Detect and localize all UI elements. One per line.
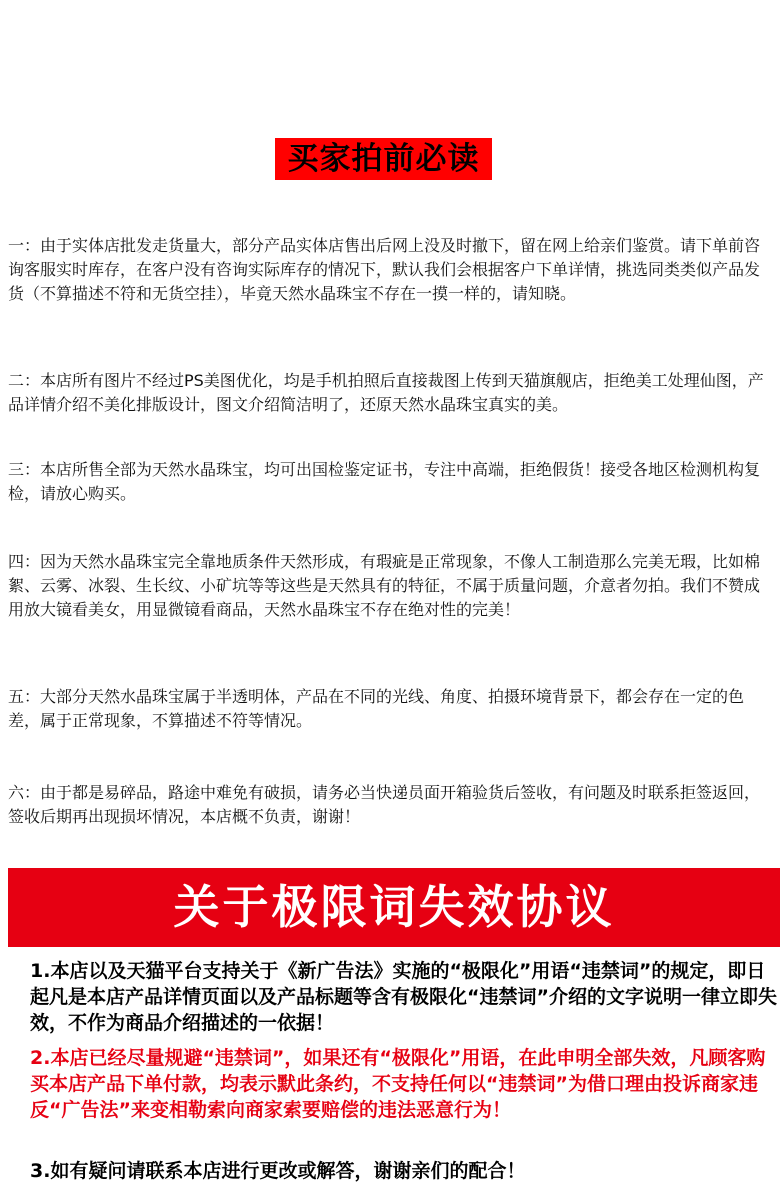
notice-3: 三：本店所售全部为天然水晶珠宝，均可出国检鉴定证书，专注中高端，拒绝假货！接受各地区检测机构复检，请放心购买。: [8, 460, 761, 503]
agreement-banner: 关于极限词失效协议: [8, 868, 780, 947]
notice-2: 二：本店所有图片不经过PS美图优化，均是手机拍照后直接裁图上传到天猫旗舰店，拒绝美工处理仙图，产品详情介绍不美化排版设计，图文介绍简洁明了，还原天然水晶珠宝真实的美。: [8, 371, 764, 414]
notice-1: 一：由于实体店批发走货量大，部分产品实体店售出后网上没及时撤下，留在网上给亲们鉴赏。请下单前咨询客服实时库存，在客户没有咨询实际库存的情况下，默认我们会根据客户下单详情，挑选同类类似产品发货（不算描述不符和无货空挂），毕竟天然水晶珠宝不存在一摸一样的，请知晓。: [8, 236, 761, 303]
notice-6: 六：由于都是易碎品，路途中难免有破损，请务必当快递员面开箱验货后签收，有问题及时联系拒签返回，签收后期再出现损坏情况，本店概不负责，谢谢！: [8, 783, 761, 826]
agreement-clause-2: 2.本店已经尽量规避“违禁词”，如果还有“极限化”用语，在此申明全部失效，凡顾客购买本店产品下单付款，均表示默此条约，不支持任何以“违禁词”为借口理由投诉商家违反“广告法”来变相勒索向商家索要赔偿的违法恶意行为！: [30, 1047, 766, 1121]
agreement-clause-1: 1.本店以及天猫平台支持关于《新广告法》实施的“极限化”用语“违禁词”的规定，即日起凡是本店产品详情页面以及产品标题等含有极限化“违禁词”介绍的文字说明一律立即失效，不作为商品介绍描述的一依据！: [30, 960, 777, 1034]
notice-4: 四：因为天然水晶珠宝完全靠地质条件天然形成，有瑕疵是正常现象，不像人工制造那么完美无瑕，比如棉絮、云雾、冰裂、生长纹、小矿坑等等这些是天然具有的特征，不属于质量问题，介意者勿拍。我们不赞成用放大镜看美女，用显微镜看商品，天然水晶珠宝不存在绝对性的完美！: [8, 552, 761, 619]
notice-5: 五：大部分天然水晶珠宝属于半透明体，产品在不同的光线、角度、拍摄环境背景下，都会存在一定的色差，属于正常现象，不算描述不符等情况。: [8, 687, 745, 730]
page-title: 买家拍前必读: [275, 138, 492, 180]
agreement-clause-3: 3.如有疑问请联系本店进行更改或解答，谢谢亲们的配合！: [30, 1160, 526, 1182]
